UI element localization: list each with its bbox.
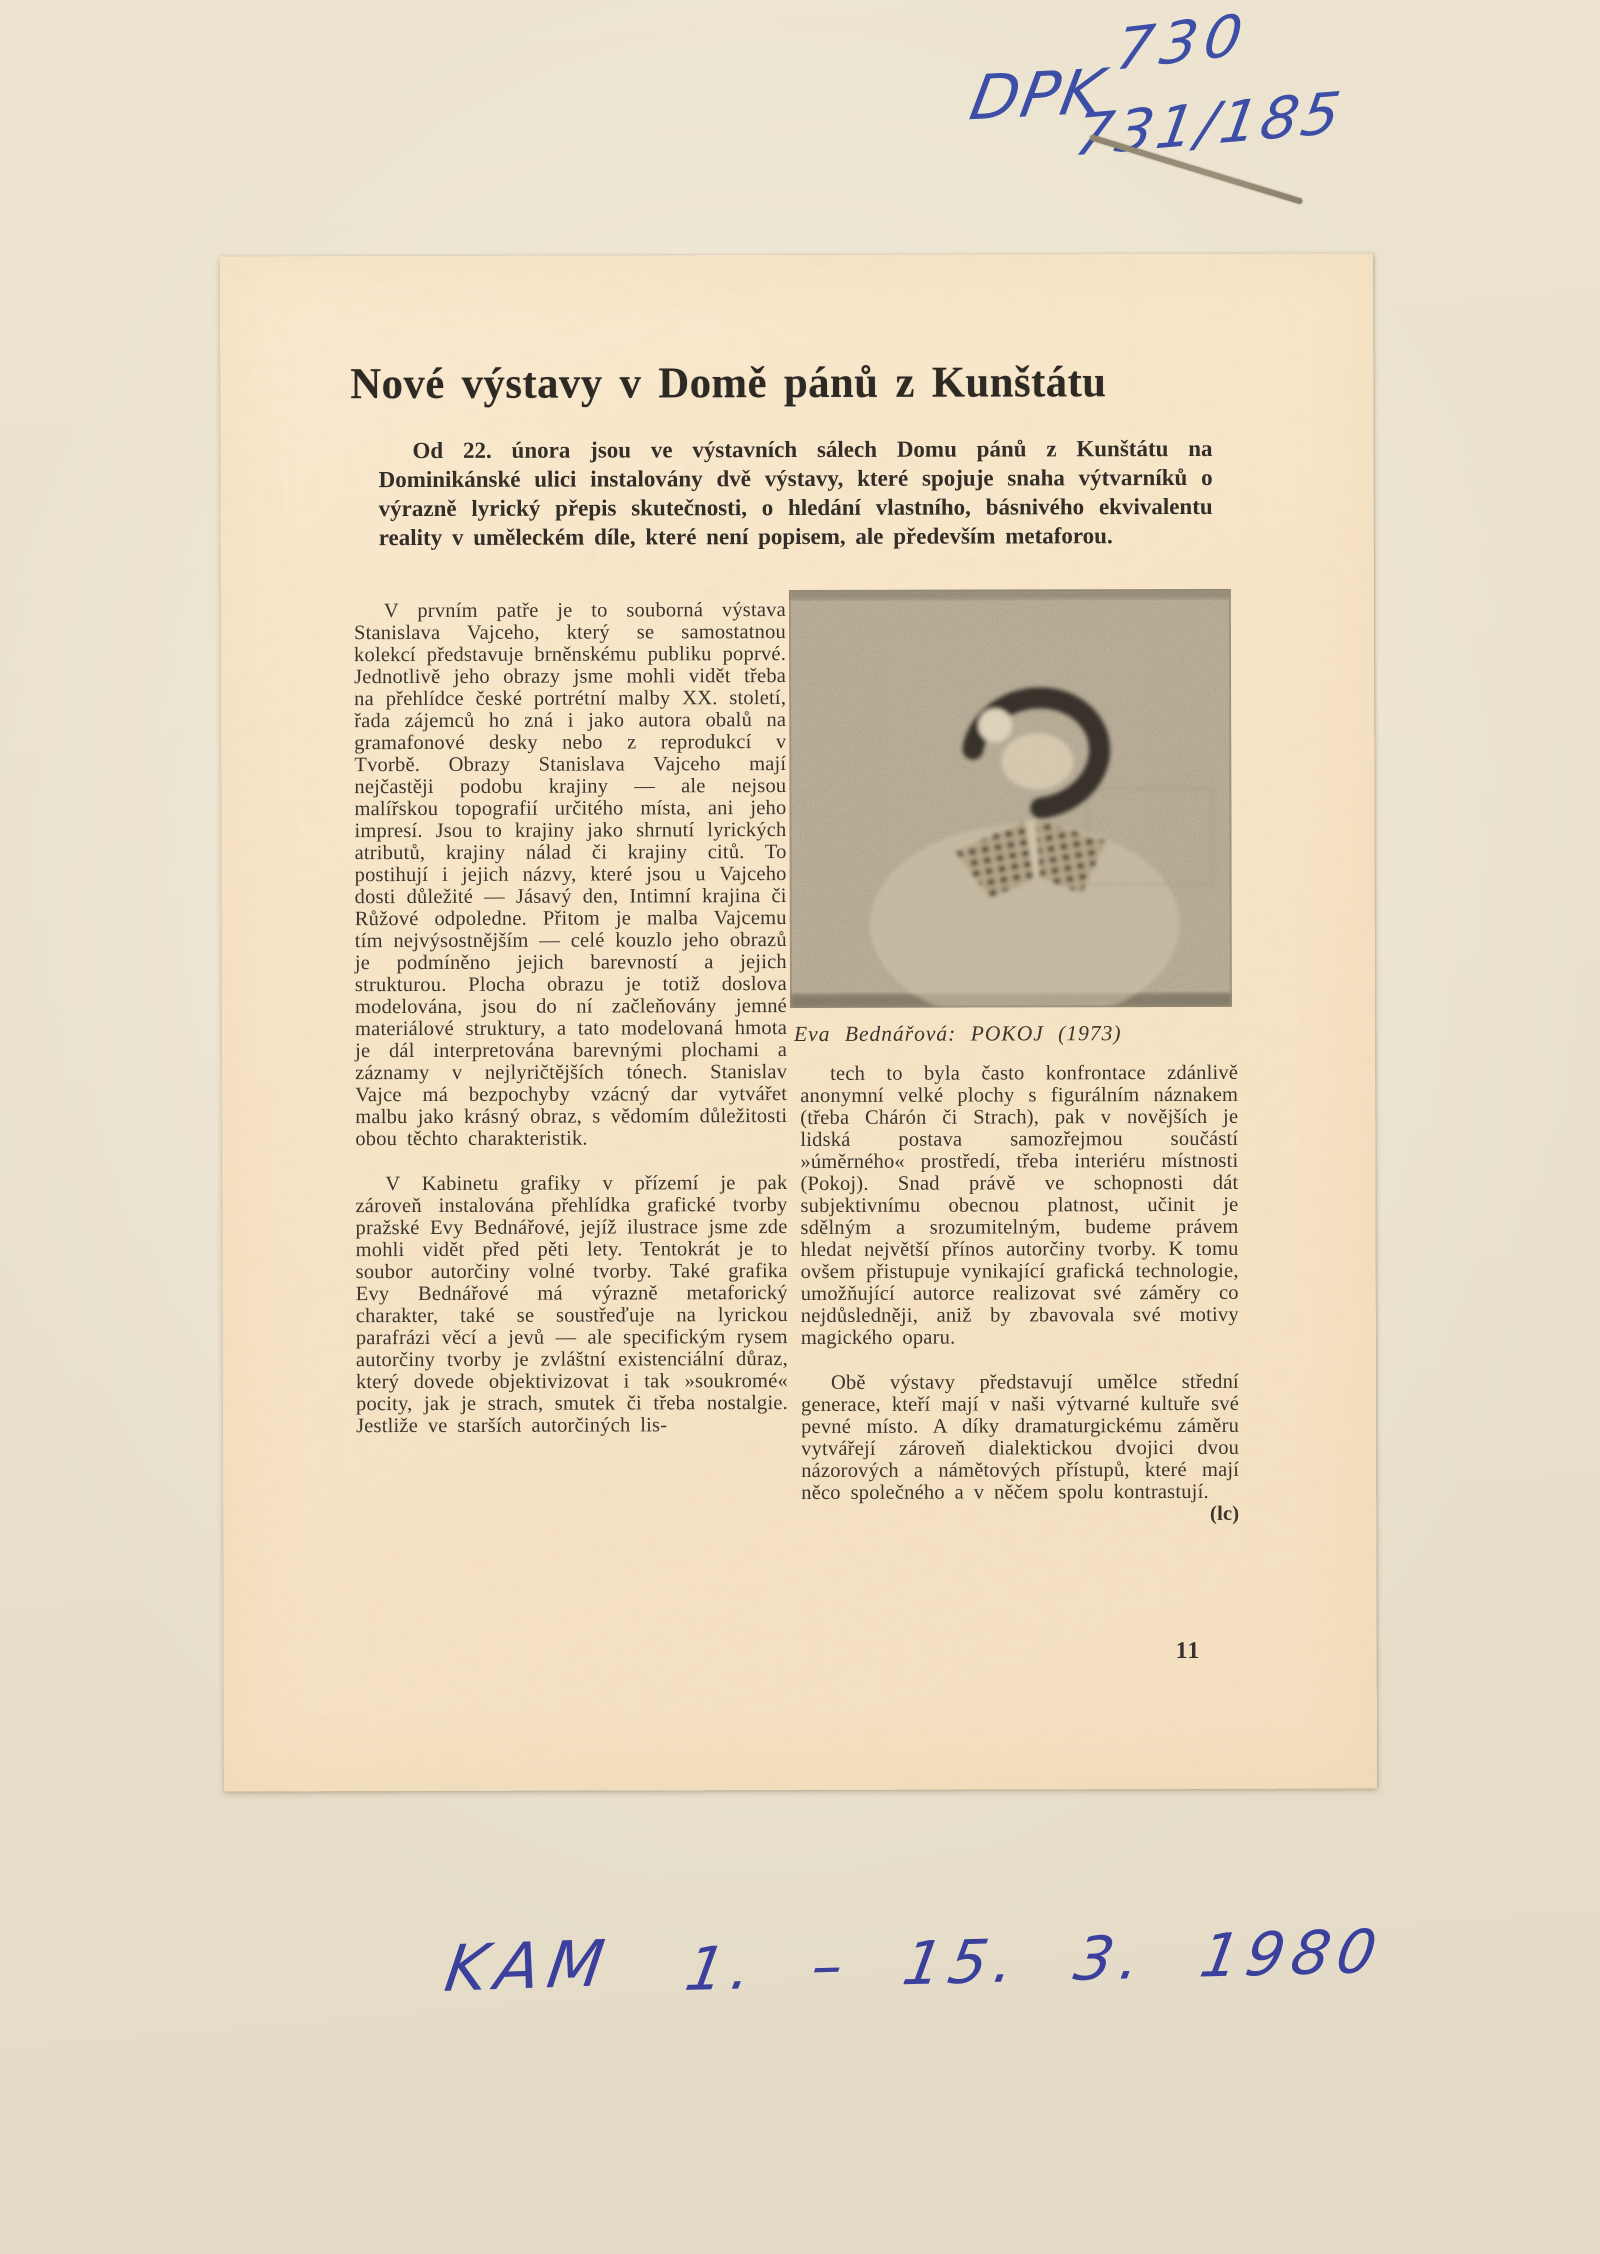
lead-paragraph: Od 22. února jsou ve výstavních sálech Domu pánů z Kunštátu na Dominikánské ulici instalovány dvě výstavy, které spojuje snaha výtvarníků o výrazně lyrický přepis skutečnosti, o hledání vlastního, básnivého ekvivalentu reality v uměleckém díle, které není popisem, ale především metaforou.	[378, 435, 1213, 551]
right-paragraph-1: tech to byla často konfrontace zdánlivě anonymní velké plochy s figurálním náznakem (třeba Chárón či Strach), pak v novějších je lidská postava samozřejmou součástí »úměrného« prostředí, třeba interiéru místnosti (Pokoj). Snad právě ve schopnosti dát subjektivnímu obecnou platnost, učinit je sdělným a srozumitelným, budeme právem hledat největší přínos autorčiny tvorby. K tomu ovšem přistupuje vynikající grafická technologie, umožňující autorce realizovat své záměry co nejdůsledněji, aniž by zbavovala své motivy magického oparu.	[800, 1061, 1239, 1349]
artwork-halftone-image	[789, 589, 1232, 1008]
page-number: 11	[1175, 1637, 1201, 1665]
photo-figure	[789, 589, 1232, 1047]
right-paragraph-2	[800, 1370, 1240, 1525]
left-column	[354, 599, 788, 1437]
handwritten-code-dpk: DPK	[964, 54, 1112, 135]
right-paragraph-2-text: Obě výstavy představují umělce střední generace, kteří mají v naši výtvarné kultuře své pevné místo. A díky dramaturgickému záměru vytvářejí zároveň dialektickou dvojici dvou názorových a námětových přístupů, které mají něco společného a v něčem spolu kontrastují.	[800, 1370, 1240, 1504]
handwritten-number-730: 730	[1112, 0, 1253, 84]
left-paragraph-1: V prvním patře je to souborná výstava Stanislava Vajceho, který se samostatnou kolekcí představuje brněnskému publiku poprvé. Jednotlivě jeho obrazy jsme mohli vidět třeba na přehlídce české portrétní malby XX. století, řada zájemců ho zná i jako autora obalů na gramafonové desky nebo z reprodukcí v Tvorbě. Obrazy Stanislava Vajceho mají nejčastěji podobu krajiny — ale nejsou malířskou topografií určitého místa, ani jeho impresí. Jsou to krajiny jako shrnutí lyrických atributů, krajiny nálad či krajiny citů. To postihují i jejich názvy, které jsou u Vajceho dosti důležité — Jásavý den, Intimní krajina či Růžové odpoledne. Přitom je malba Vajcemu tím nejvýsostnějším — celé kouzlo jeho obrazů je podmíněno jejich barevností a jejich strukturou. Plocha obrazu je totiž doslova modelována, jsou do ní začleňovány jemné materiálové struktury, a tato modelovaná hmota je dál interpretována barevnými plochami a záznamy v nejlyričtějších tónech. Stanislav Vajce má bezpochyby vzácný dar vytvářet malbu jako krásný obraz, s vědomím důležitosti obou těchto charakteristik.	[353, 599, 788, 1151]
handwritten-source-kam: KAM	[440, 1927, 617, 2007]
article-signature: (lc)	[1210, 1502, 1240, 1525]
left-paragraph-2: V Kabinetu grafiky v přízemí je pak zároveň instalována přehlídka grafické tvorby pražské Evy Bednářové, jejíž ilustrace jsme zde mohli vidět před pěti lety. Tentokrát je to soubor autorčiny volné tvorby. Také grafika Evy Bednářové má výrazně metaforický charakter, také se soustřeďuje na lyrickou parafrázi věcí a jevů — ale specifickým rysem autorčiny tvorby je zvláštní existenciální důraz, který dovede objektivizovat i tak »soukromé« pocity, jak je strach, smutek či třeba nostalgie. Jestliže ve starších autorčiných lis-	[355, 1172, 789, 1438]
photo-caption: Eva Bednářová: POKOJ (1973)	[793, 1021, 1122, 1047]
article-headline: Nové výstavy v Domě pánů z Kunštátu	[350, 357, 1107, 409]
right-column	[800, 1062, 1239, 1526]
handwritten-number-731-185: 731/185	[1070, 78, 1348, 170]
handwritten-date: 1. – 15. 3. 1980	[680, 1916, 1389, 2006]
newspaper-clipping	[220, 253, 1377, 1791]
